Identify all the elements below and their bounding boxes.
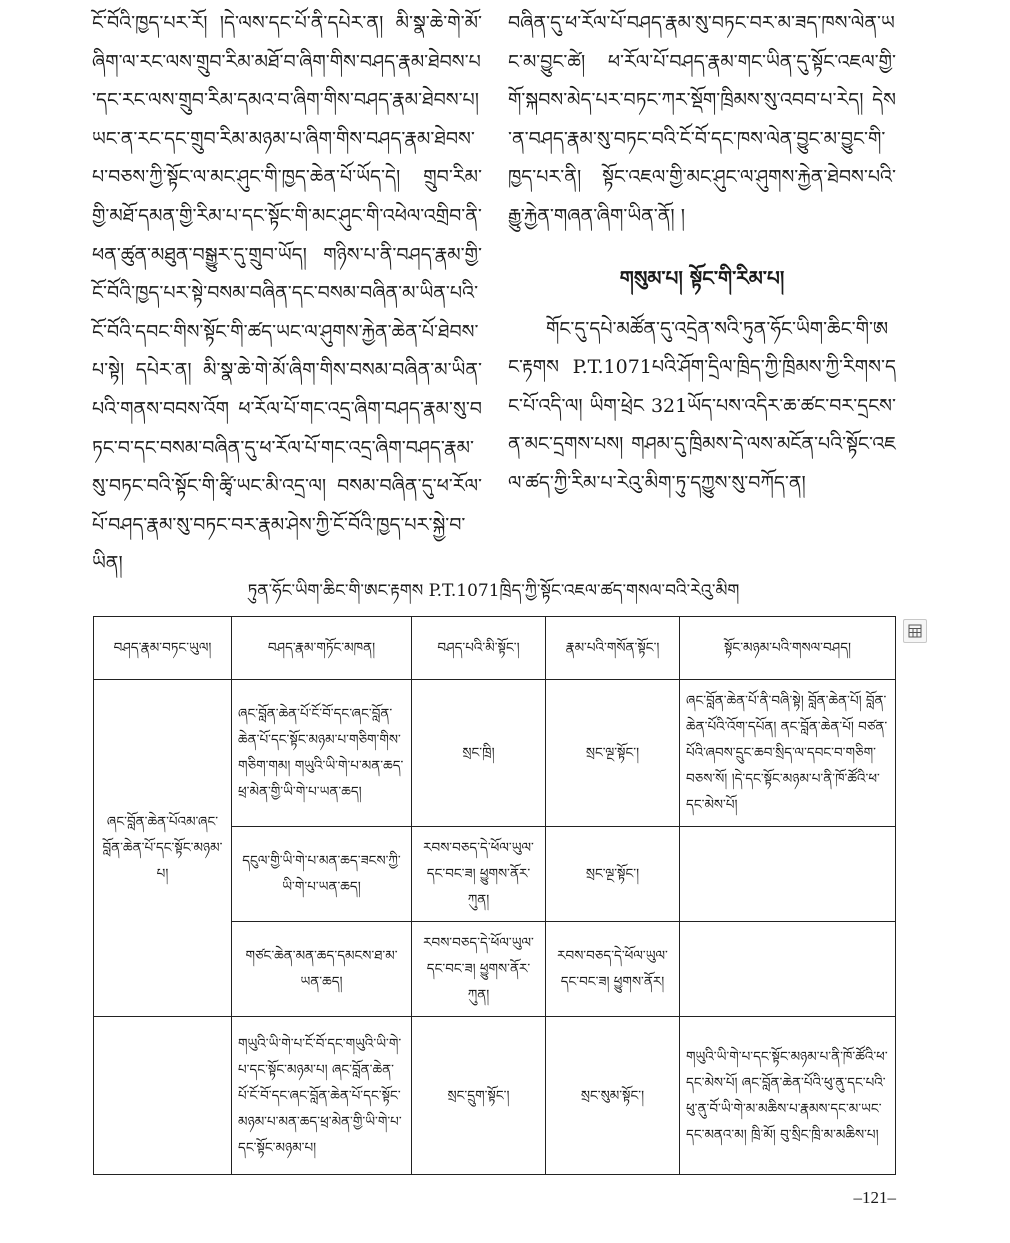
table-tool-button[interactable]: [903, 619, 927, 643]
table-caption: ཏུན་ཧོང་ཡིག་ཆིང་གི་ཨང་རྟགས P.T.1071ཁྲིད་ཀྱི་སྟོང་འཇལ་ཚད་གསལ་བའི་རེའུ་མིག: [247, 581, 740, 601]
cell-death: རབས་བཅད་དེ་ཕོལ་ཡུལ་དང་བང་ཟ། ཕྱུགས་ནོར་ཀུན།: [412, 922, 546, 1017]
left-paragraph: ངོ་བོའི་ཁྱད་པར་རོ། །དེ་ལས་དང་པོ་ནི་དཔེར་ན། མི་སྣ་ཆེ་གེ་མོ་ཞིག་ལ་རང་ལས་གྲུབ་རིམ་མཐོ་བ་ཞིག་གིས་བཤད་རྣམ་ཐེབས་པ་དང་རང་ལས་གྲུབ་རིམ་དམའ་བ་ཞིག་གིས་བཤད་རྣམ་ཐེབས་པ། ཡང་ན་རང་དང་གྲུབ་རིམ་མཉམ་པ་ཞིག་གིས་བཤད་རྣམ་ཐེབས་པ་བཅས་ཀྱི་སྟོང་ལ་མང་ཤུང་གི་ཁྱད་ཆེན་པོ་ཡོད་དེ། གྲུབ་རིམ་གྱི་མཐོ་དམན་གྱི་རིམ་པ་དང་སྟོང་གི་མང་ཤུང་གི་འཕེལ་འགྲིབ་ནི་ཕན་ཚུན་མཐུན་བསྒྱུར་དུ་གྲུབ་ཡོད། གཉིས་པ་ནི་བཤད་རྣམ་གྱི་ངོ་བོའི་ཁྱད་པར་སྟེ་བསམ་བཞིན་དང་བསམ་བཞིན་མ་ཡིན་པའི་ངོ་བོའི་དབང་གིས་སྟོང་གི་ཚད་ཡང་ལ་ཤུགས་རྐྱེན་ཆེན་པོ་ཐེབས་པ་སྟེ། དཔེར་ན། མི་སྣ་ཆེ་གེ་མོ་ཞིག་གིས་བསམ་བཞིན་མ་ཡིན་པའི་གནས་བབས་འོག ཕ་རོལ་པོ་གང་འདྲ་ཞིག་བཤད་རྣམ་སུ་བཏང་བ་དང་བསམ་བཞིན་དུ་ཕ་རོལ་པོ་གང་འདྲ་ཞིག་བཤད་རྣམ་སུ་བཏང་བའི་སྟོང་གི་ཚྭི་ཡང་མི་འདྲ་ལ། བསམ་བཞིན་དུ་ཕ་རོལ་པོ་བཤད་རྣམ་སུ་བཏང་བར་རྣམ་ཤེས་ཀྱི་ངོ་བོའི་ཁྱད་པར་སྐྱེ་བ་ཡིན།: [92, 12, 482, 575]
cell-actor: དངུལ་གྱི་ཡི་གེ་པ་མན་ཆད་ཟངས་ཀྱི་ཡི་གེ་པ་ཡན་ཆད།: [232, 827, 412, 922]
page-number: –121–: [853, 1188, 896, 1207]
header-death: བཤད་པའི་མི་སྟོང་།: [412, 617, 546, 680]
cell-alive: སྲང་ལྔ་སྟོང་།: [546, 827, 680, 922]
right-column-text: [508, 4, 896, 503]
header-note: སྟོང་མཉམ་པའི་གསལ་བཤད།: [680, 617, 896, 680]
left-column-text: [92, 4, 482, 583]
cell-actor: ཞང་བློན་ཆེན་པོ་ངོ་བོ་དང་ཞང་བློན་ཆེན་པོ་དང་སྟོང་མཉམ་པ་གཅིག་གིས་གཅིག་གམ། གཡུའི་ཡི་གེ་པ་མན་ཆད་ཕྲ་མེན་གྱི་ཡི་གེ་པ་ཡན་ཆད།: [232, 680, 412, 827]
table-header-row: [94, 617, 896, 680]
cell-death: སྲང་དྲུག་སྟོང་།: [412, 1017, 546, 1175]
right-paragraph-1: བཞིན་དུ་ཕ་རོལ་པོ་བཤད་རྣམ་སུ་བཏང་བར་མ་ཟད་ཁས་ལེན་ཡང་མ་བྱུང་ཚེ། ཕ་རོལ་པོ་བཤད་རྣམ་གང་ཡིན་དུ་སྟོང་འཇལ་གྱི་གོ་སྐབས་མེད་པར་བཏང་ཀར་སྡོག་ཁྲིམས་སུ་འབབ་པ་རེད། དེས་ན་བཤད་རྣམ་སུ་བཏང་བའི་ངོ་བོ་དང་ཁས་ལེན་བྱུང་མ་བྱུང་གི་ཁྱད་པར་ནི། སྟོང་འཇལ་གྱི་མང་ཤུང་ལ་ཤུགས་རྐྱེན་ཐེབས་པའི་རྒྱུ་རྐྱེན་གཞན་ཞིག་ཡིན་ནོ། །: [508, 12, 896, 227]
cell-alive: སྲང་སུམ་སྟོང་།: [546, 1017, 680, 1175]
header-alive: རྣམ་པའི་གསོན་སྟོང་།: [546, 617, 680, 680]
cell-note: [680, 827, 896, 922]
cell-alive: རབས་བཅད་དེ་ཕོལ་ཡུལ་དང་བང་ཟ། ཕྱུགས་ནོར།: [546, 922, 680, 1017]
header-actor: བཤད་རྣམ་གཏོང་མཁན།: [232, 617, 412, 680]
cell-death: རབས་བཅད་དེ་ཕོལ་ཡུལ་དང་བང་ཟ། ཕྱུགས་ནོར་ཀུན།: [412, 827, 546, 922]
header-target: བཤད་རྣམ་བཏང་ཡུལ།: [94, 617, 232, 680]
cell-target: ཞང་བློན་ཆེན་པོའམ་ཞང་བློན་ཆེན་པོ་དང་སྟོང་མཉམ་པ།: [94, 680, 232, 1017]
cell-actor: གཡུའི་ཡི་གེ་པ་ངོ་བོ་དང་གཡུའི་ཡི་གེ་པ་དང་སྟོང་མཉམ་པ། ཞང་བློན་ཆེན་པོ་ངོ་བོ་དང་ཞང་བློན་ཆེན་པོ་དང་སྟོང་མཉམ་པ་མན་ཆད་ཕྲ་མེན་གྱི་ཡི་གེ་པ་དང་སྟོང་མཉམ་པ།: [232, 1017, 412, 1175]
cell-death: སྲང་ཁྲི།: [412, 680, 546, 827]
table-calculator-icon: [908, 624, 922, 638]
table-row: [94, 1017, 896, 1175]
cell-note: [680, 922, 896, 1017]
cell-note: ཞང་བློན་ཆེན་པོ་ནི་བཞི་སྟེ། བློན་ཆེན་པོ། བློན་ཆེན་པོའི་འོག་དཔོན། ནང་བློན་ཆེན་པོ། བཙན་པོའི་ཞབས་དྲུང་ཆབ་སྲིད་ལ་དབང་བ་གཅིག་བཅས་སོ། །དེ་དང་སྟོང་མཉམ་པ་ནི་ཁོ་ཚོའི་ཕ་དང་མེས་པོ།: [680, 680, 896, 827]
table-row: [94, 680, 896, 827]
section-heading: གསུམ་པ། སྟོང་གི་རིམ་པ།: [619, 265, 785, 290]
cell-target: [94, 1017, 232, 1175]
cell-note: གཡུའི་ཡི་གེ་པ་དང་སྟོང་མཉམ་པ་ནི་ཁོ་ཚོའི་ཕ་དང་མེས་པོ། ཞང་བློན་ཆེན་པོའི་ཕུ་ནུ་དང་པའི་ཕུ་ནུ་བོ་ཡི་གེ་མ་མཆིས་པ་རྣམས་དང་མ་ཡང་དང་མནའ་མ། ཁྲི་མོ། བུ་སྲིང་ཁྲི་མ་མཆིས་པ།: [680, 1017, 896, 1175]
data-table: [93, 616, 896, 1175]
right-paragraph-2: གོང་དུ་དཔེ་མཚོན་དུ་འདྲེན་སའི་ཏུན་ཧོང་ཡིག་ཆིང་གི་ཨང་རྟགས P.T.1071པའི་ཤོག་དྲིལ་ཁྲིད་ཀྱི་ཁྲིམས་ཀྱི་རིགས་དང་པོ་འདི་ལ། ཡིག་ཕྲེང 321ཡོད་པས་འདིར་ཆ་ཚང་བར་དྲངས་ན་མང་དྲགས་པས། གཤམ་དུ་ཁྲིམས་དེ་ལས་མངོན་པའི་སྟོང་འཇལ་ཚད་ཀྱི་རིམ་པ་རེའུ་མིག་ཏུ་དཀྱུས་སུ་བཀོད་ན།: [508, 317, 896, 494]
cell-alive: སྲང་ལྔ་སྟོང་།: [546, 680, 680, 827]
cell-actor: གཙང་ཆེན་མན་ཆད་དམངས་ཐ་མ་ཡན་ཆད།: [232, 922, 412, 1017]
